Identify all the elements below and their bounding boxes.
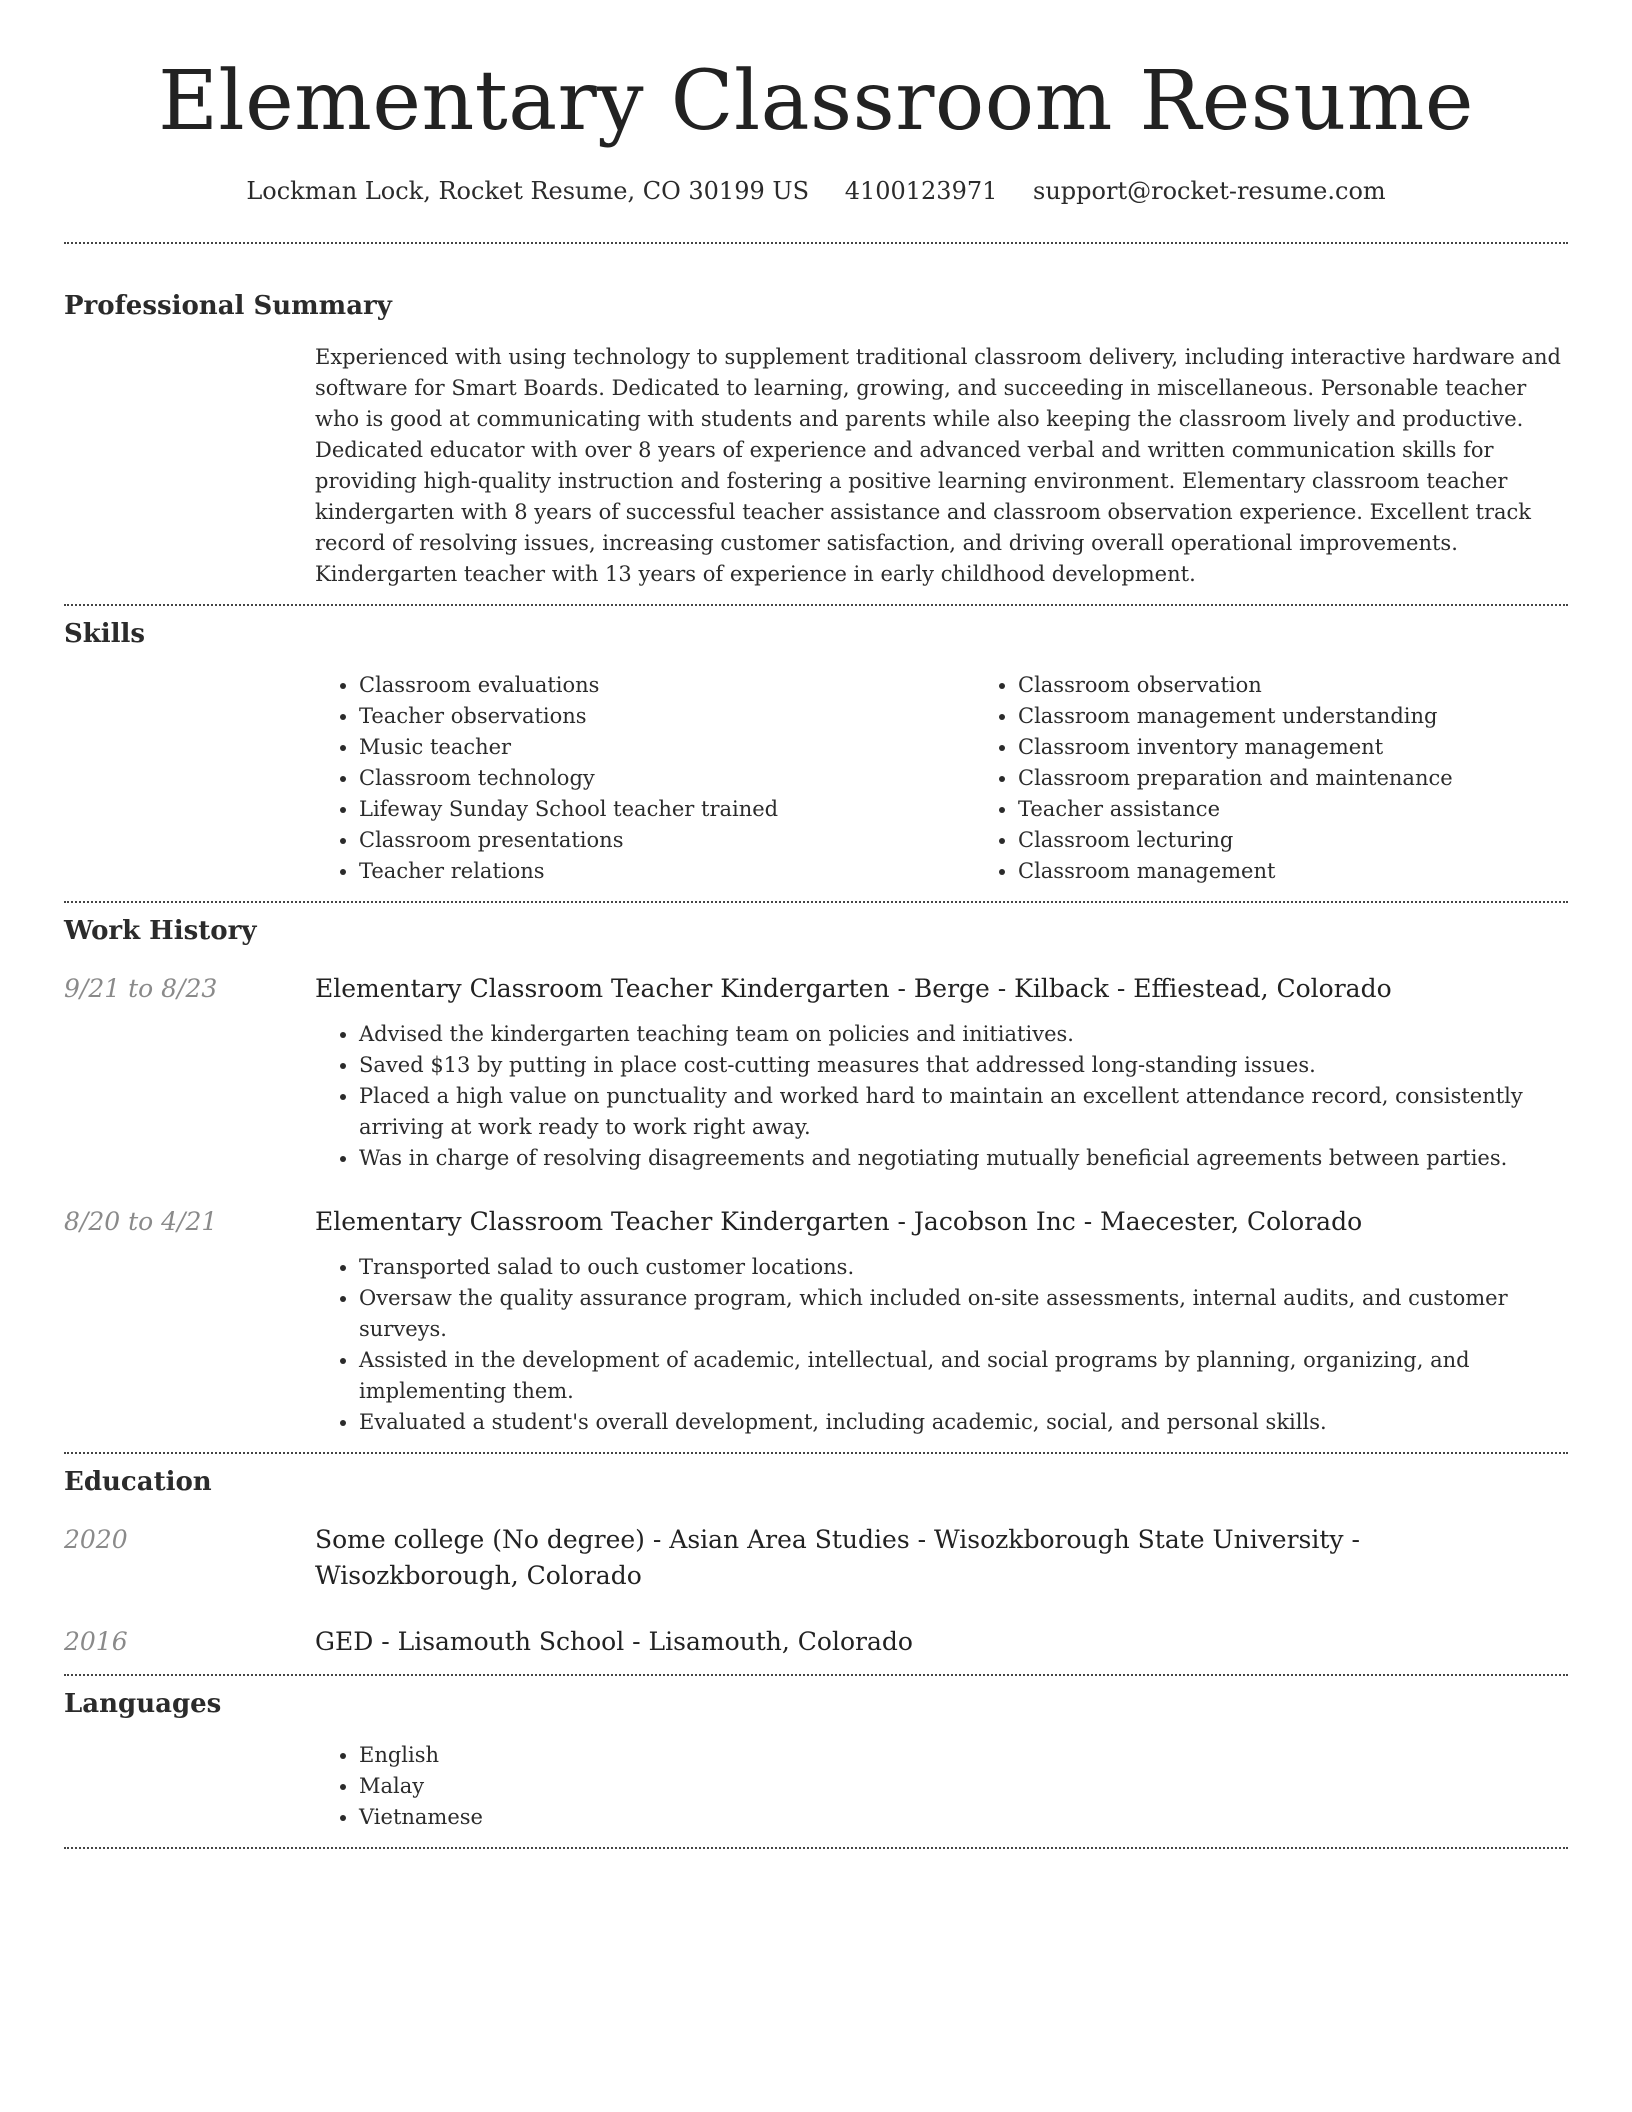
job-entry <box>64 1204 1568 1438</box>
job-dates: 9/21 to 8/23 <box>64 974 218 1003</box>
list-item: • Placed a high value on punctuality and worked hard to maintain an excellent attendance record, consistently arriving at work ready to work right away. <box>359 1081 1568 1143</box>
list-item: • Lifeway Sunday School teacher trained <box>359 794 974 825</box>
contact-phone: 4100123971 <box>844 177 998 205</box>
list-item: • Advised the kindergarten teaching team on policies and initiatives. <box>359 1019 1568 1050</box>
languages-section <box>64 1686 1568 1833</box>
skills-list-right <box>974 670 1632 887</box>
job-entry <box>64 971 1568 1174</box>
list-item: • Malay <box>359 1771 1568 1802</box>
languages-list <box>315 1740 1568 1833</box>
skills-heading: Skills <box>64 619 146 649</box>
list-item: • Vietnamese <box>359 1802 1568 1833</box>
education-text: GED - Lisamouth School - Lisamouth, Colorado <box>315 1627 913 1656</box>
education-text: Some college (No degree) - Asian Area Studies - Wisozkborough State University - Wisozkborough, Colorado <box>315 1525 1360 1590</box>
divider <box>64 604 1568 606</box>
resume-title: Elementary Classroom Resume <box>158 54 1474 149</box>
list-item: • Classroom lecturing <box>1018 825 1632 856</box>
job-dates: 8/20 to 4/21 <box>64 1207 218 1236</box>
summary-section <box>64 288 1568 590</box>
education-entry <box>64 1624 1568 1660</box>
list-item: • Classroom presentations <box>359 825 974 856</box>
list-item: • Evaluated a student's overall development, including academic, social, and personal skills. <box>359 1407 1568 1438</box>
skills-section <box>64 616 1568 887</box>
summary-heading: Professional Summary <box>64 291 392 321</box>
education-entry <box>64 1522 1568 1594</box>
contact-line <box>64 174 1568 208</box>
divider <box>64 1674 1568 1676</box>
job-bullets <box>315 1252 1568 1438</box>
list-item: • Classroom preparation and maintenance <box>1018 763 1632 794</box>
work-history-heading: Work History <box>64 916 257 946</box>
list-item: • Saved $13 by putting in place cost-cutting measures that addressed long-standing issues. <box>359 1050 1568 1081</box>
skills-list-left <box>315 670 974 887</box>
divider <box>64 242 1568 244</box>
list-item: • Assisted in the development of academic, intellectual, and social programs by planning, organizing, and implementing them. <box>359 1345 1568 1407</box>
education-year: 2016 <box>64 1627 128 1656</box>
list-item: • Teacher assistance <box>1018 794 1632 825</box>
contact-email: support@rocket-resume.com <box>1033 177 1386 205</box>
divider <box>64 1847 1568 1849</box>
list-item: • Classroom management <box>1018 856 1632 887</box>
list-item: • Teacher relations <box>359 856 974 887</box>
job-bullets <box>315 1019 1568 1174</box>
list-item: • Teacher observations <box>359 701 974 732</box>
education-year: 2020 <box>64 1525 128 1554</box>
list-item: • Music teacher <box>359 732 974 763</box>
education-heading: Education <box>64 1467 212 1497</box>
list-item: • English <box>359 1740 1568 1771</box>
summary-text: Experienced with using technology to supplement traditional classroom delivery, including interactive hardware and software for Smart Boards. Dedicated to learning, growing, and succeeding in miscellaneous. Personable teacher who is good at communicating with students and parents while also keeping the classroom lively and productive. Dedicated educator with over 8 years of experience and advanced verbal and written communication skills for providing high-quality instruction and fostering a positive learning environment. Elementary classroom teacher kindergarten with 8 years of successful teacher assistance and classroom observation experience. Excellent track record of resolving issues, increasing customer satisfaction, and driving overall operational improvements. Kindergarten teacher with 13 years of experience in early childhood development. <box>315 345 1561 586</box>
languages-heading: Languages <box>64 1689 222 1719</box>
divider <box>64 901 1568 903</box>
list-item: • Transported salad to ouch customer locations. <box>359 1252 1568 1283</box>
list-item: • Was in charge of resolving disagreements and negotiating mutually beneficial agreements between parties. <box>359 1143 1568 1174</box>
list-item: • Classroom inventory management <box>1018 732 1632 763</box>
education-section <box>64 1464 1568 1660</box>
job-title: Elementary Classroom Teacher Kindergarten - Jacobson Inc - Maecester, Colorado <box>315 1207 1363 1236</box>
list-item: • Classroom management understanding <box>1018 701 1632 732</box>
list-item: • Classroom observation <box>1018 670 1632 701</box>
job-title: Elementary Classroom Teacher Kindergarten - Berge - Kilback - Effiestead, Colorado <box>315 974 1392 1003</box>
divider <box>64 1452 1568 1454</box>
list-item: • Oversaw the quality assurance program, which included on-site assessments, internal audits, and customer surveys. <box>359 1283 1568 1345</box>
resume-page <box>64 0 1568 1849</box>
list-item: • Classroom evaluations <box>359 670 974 701</box>
contact-address: Lockman Lock, Rocket Resume, CO 30199 US <box>246 177 810 205</box>
list-item: • Classroom technology <box>359 763 974 794</box>
work-history-section <box>64 913 1568 1438</box>
